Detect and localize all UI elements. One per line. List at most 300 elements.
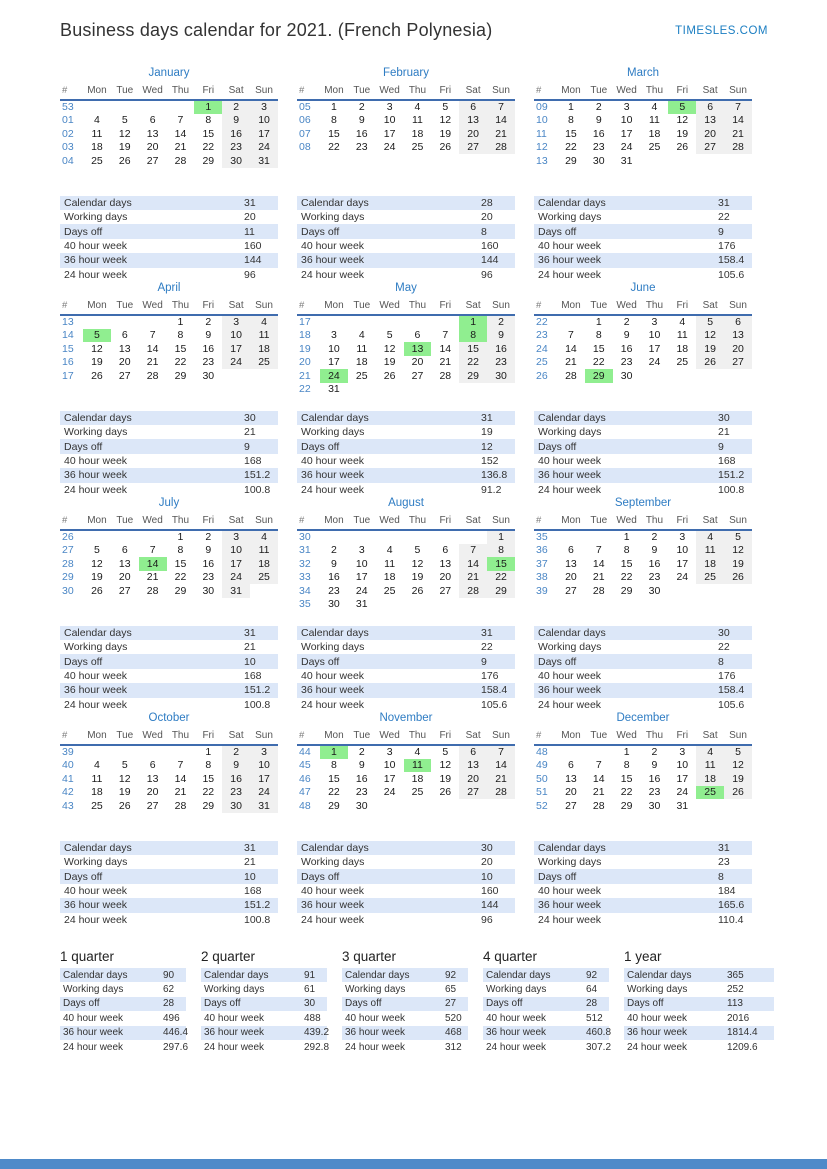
- stat-value: 9: [718, 225, 724, 238]
- stat-row: [483, 1026, 612, 1040]
- day-cell: 8: [331, 114, 337, 127]
- stat-value: 8: [718, 870, 724, 883]
- day-cell: 23: [355, 141, 368, 154]
- day-cell: 27: [439, 584, 452, 597]
- stat-row: [60, 982, 186, 996]
- stat-row: [60, 439, 278, 453]
- stat-row: [534, 196, 752, 210]
- day-cell: 18: [696, 772, 724, 786]
- stat-row: [534, 210, 752, 224]
- day-cell: 23: [202, 356, 215, 369]
- stat-row: [297, 898, 515, 912]
- day-cell: 29: [328, 799, 340, 812]
- week-row: [534, 745, 752, 759]
- day-cell: 26: [118, 799, 131, 812]
- week-number: 17: [62, 369, 74, 382]
- stat-row: [297, 884, 515, 898]
- month-name: May: [395, 282, 417, 294]
- stat-value: 21: [244, 641, 256, 654]
- week-number: 13: [62, 316, 74, 329]
- stat-row: [60, 268, 278, 282]
- stat-value: 11: [244, 225, 255, 238]
- day-cell: 10: [355, 557, 368, 570]
- stat-label: 36 hour week: [538, 899, 602, 912]
- stat-row: [60, 239, 278, 253]
- day-cell: 13: [439, 557, 452, 570]
- holiday-day-cell: 24: [320, 369, 348, 383]
- day-cell: 7: [595, 544, 602, 557]
- day-cell: 13: [118, 342, 131, 355]
- week-number: 34: [299, 584, 311, 597]
- day-cell: 13: [146, 772, 159, 785]
- day-cell: 7: [459, 544, 487, 558]
- day-header: Tue: [348, 729, 376, 745]
- empty-day-cell: [111, 315, 139, 329]
- day-cell: 5: [414, 544, 421, 557]
- month-name: June: [630, 282, 656, 294]
- stat-value: 96: [481, 913, 493, 926]
- day-cell: 26: [439, 141, 452, 154]
- day-cell: 24: [222, 356, 250, 370]
- day-cell: 22: [592, 356, 605, 369]
- month-name: July: [158, 497, 180, 509]
- day-header: Mon: [557, 84, 585, 100]
- empty-day-cell: [668, 369, 696, 383]
- day-cell: 28: [565, 369, 577, 382]
- day-cell: 3: [386, 101, 393, 114]
- calendar-table: [60, 514, 278, 598]
- day-cell: 5: [94, 544, 100, 557]
- day-cell: 29: [459, 369, 487, 383]
- stat-row: [60, 483, 278, 497]
- day-cell: 14: [439, 342, 452, 355]
- day-cell: 7: [724, 100, 752, 114]
- day-cell: 1: [331, 101, 337, 114]
- stat-label: 24 hour week: [486, 1041, 547, 1053]
- day-cell: 20: [439, 571, 452, 584]
- week-number: 35: [536, 531, 548, 544]
- week-number: 10: [536, 114, 548, 127]
- day-cell: 7: [149, 329, 156, 342]
- empty-day-cell: [139, 100, 167, 114]
- day-header: Tue: [111, 729, 139, 745]
- week-number: 50: [536, 772, 548, 785]
- stat-value: 160: [481, 240, 499, 253]
- day-cell: 27: [696, 141, 724, 155]
- stat-value: 61: [304, 984, 316, 996]
- week-number: 37: [536, 557, 548, 570]
- day-cell: 18: [91, 141, 103, 154]
- day-header: Mon: [557, 514, 585, 530]
- day-cell: 22: [487, 571, 515, 585]
- day-cell: 30: [487, 369, 515, 383]
- stat-row: [534, 669, 752, 683]
- week-row: [60, 557, 278, 571]
- week-number-header: #: [534, 299, 557, 315]
- stat-label: Days off: [486, 998, 523, 1010]
- day-cell: 22: [328, 141, 340, 154]
- stat-value: 252: [727, 984, 744, 996]
- day-cell: 5: [696, 315, 724, 329]
- day-cell: 21: [459, 571, 487, 585]
- day-cell: 31: [355, 598, 368, 611]
- empty-day-cell: [487, 383, 515, 397]
- stat-value: 100.8: [244, 913, 271, 926]
- stat-label: Working days: [64, 856, 128, 869]
- stat-value: 22: [718, 641, 730, 654]
- empty-day-cell: [250, 369, 278, 383]
- stat-row: [297, 239, 515, 253]
- week-number: 41: [62, 772, 74, 785]
- stat-row: [342, 1011, 468, 1025]
- stat-label: 36 hour week: [486, 1027, 547, 1039]
- day-header: Mon: [320, 299, 348, 315]
- day-cell: 6: [149, 114, 156, 127]
- stat-row: [624, 982, 774, 996]
- day-header: Tue: [111, 514, 139, 530]
- day-cell: 3: [358, 544, 365, 557]
- stat-value: 168: [244, 885, 262, 898]
- week-number: 38: [536, 571, 548, 584]
- stat-row: [60, 1011, 186, 1025]
- day-cell: 6: [696, 100, 724, 114]
- day-header: Tue: [348, 514, 376, 530]
- empty-day-cell: [376, 383, 404, 397]
- day-cell: 18: [91, 786, 103, 799]
- day-cell: 2: [595, 101, 602, 114]
- stat-label: Working days: [627, 984, 688, 996]
- day-cell: 2: [205, 531, 212, 544]
- stat-row: [624, 1026, 774, 1040]
- week-number: 19: [299, 342, 311, 355]
- day-cell: 26: [411, 584, 424, 597]
- day-cell: 27: [411, 369, 424, 382]
- month-calendar: [297, 67, 515, 282]
- day-cell: 9: [651, 544, 658, 557]
- day-cell: 25: [696, 571, 724, 585]
- day-cell: 31: [620, 154, 633, 167]
- stat-label: 36 hour week: [538, 684, 602, 697]
- day-cell: 1: [205, 746, 212, 759]
- summary-stats-table: [342, 968, 468, 1054]
- day-cell: 6: [459, 100, 487, 114]
- day-cell: 16: [592, 127, 605, 140]
- day-cell: 18: [696, 557, 724, 571]
- stat-row: [534, 841, 752, 855]
- stat-row: [201, 1040, 330, 1054]
- day-cell: 13: [459, 759, 487, 773]
- stat-row: [297, 640, 515, 654]
- empty-day-cell: [83, 745, 111, 759]
- day-cell: 30: [355, 799, 368, 812]
- stat-value: 31: [481, 411, 493, 424]
- month-name: September: [614, 497, 672, 509]
- calendar-table: [297, 514, 515, 611]
- calendar-table: [60, 299, 278, 383]
- day-header-row: [297, 299, 515, 315]
- day-cell: 9: [358, 114, 365, 127]
- stat-row: [60, 855, 278, 869]
- calendar-table: [60, 729, 278, 813]
- stat-value: 30: [481, 841, 493, 854]
- week-number: 40: [62, 759, 74, 772]
- stat-value: 1814.4: [727, 1027, 758, 1039]
- timesles-brand-link[interactable]: TIMESLES.COM: [675, 25, 768, 37]
- week-row: [60, 141, 278, 155]
- calendar-table: [534, 299, 752, 383]
- day-cell: 16: [202, 557, 215, 570]
- week-number-header: #: [297, 84, 320, 100]
- day-header: Sun: [250, 299, 278, 315]
- week-number-header: #: [297, 514, 320, 530]
- stat-value: 160: [481, 885, 499, 898]
- stat-label: 40 hour week: [301, 240, 365, 253]
- week-row: [60, 127, 278, 141]
- day-header: Fri: [194, 299, 222, 315]
- stat-value: 488: [304, 1012, 321, 1024]
- stat-label: Calendar days: [301, 626, 369, 639]
- day-cell: 22: [174, 571, 187, 584]
- empty-day-cell: [404, 530, 432, 544]
- day-cell: 15: [565, 127, 577, 140]
- day-header: Wed: [376, 299, 404, 315]
- stat-label: Days off: [64, 870, 103, 883]
- day-header: Mon: [557, 299, 585, 315]
- stat-value: 176: [718, 240, 736, 253]
- stat-row: [60, 1026, 189, 1040]
- week-number: 17: [299, 316, 311, 329]
- month-stats-table: [60, 626, 278, 712]
- stat-label: 36 hour week: [627, 1027, 688, 1039]
- day-cell: 6: [121, 329, 128, 342]
- stat-row: [342, 997, 468, 1011]
- day-cell: 10: [250, 114, 278, 128]
- day-cell: 29: [202, 154, 215, 167]
- week-row: [534, 114, 752, 128]
- empty-day-cell: [487, 598, 515, 612]
- stat-value: 144: [244, 254, 262, 267]
- day-cell: 8: [623, 759, 630, 772]
- holiday-day-cell: 8: [459, 329, 487, 343]
- day-header: Fri: [668, 84, 696, 100]
- week-row: [60, 315, 278, 329]
- month-stats-table: [60, 411, 278, 497]
- day-cell: 25: [355, 369, 368, 382]
- week-row: [60, 530, 278, 544]
- summary-title: 3 quarter: [342, 949, 397, 964]
- stat-row: [297, 268, 515, 282]
- day-cell: 27: [459, 786, 487, 800]
- month-calendar: [297, 282, 515, 497]
- stat-label: Calendar days: [627, 969, 692, 981]
- day-cell: 21: [146, 356, 159, 369]
- stat-value: 520: [445, 1012, 462, 1024]
- day-cell: 30: [202, 584, 215, 597]
- month-calendar: [297, 712, 515, 927]
- day-cell: 7: [487, 100, 515, 114]
- day-cell: 8: [568, 114, 574, 127]
- day-header: Wed: [139, 84, 167, 100]
- week-number: 47: [299, 786, 311, 799]
- stat-value: 307.2: [586, 1041, 612, 1053]
- stat-label: 24 hour week: [538, 268, 602, 281]
- week-row: [60, 759, 278, 773]
- stat-value: 468: [445, 1027, 462, 1039]
- day-cell: 7: [487, 745, 515, 759]
- stat-label: Days off: [301, 440, 340, 453]
- week-number: 18: [299, 329, 311, 342]
- day-header: Sun: [487, 84, 515, 100]
- day-cell: 28: [459, 584, 487, 598]
- day-cell: 29: [620, 799, 633, 812]
- day-cell: 22: [565, 141, 577, 154]
- day-cell: 4: [696, 745, 724, 759]
- stat-row: [534, 253, 752, 267]
- day-cell: 9: [331, 557, 337, 570]
- holiday-day-cell: 15: [487, 557, 515, 571]
- day-header: Sun: [487, 514, 515, 530]
- empty-day-cell: [111, 100, 139, 114]
- day-cell: 6: [568, 759, 574, 772]
- stat-label: 40 hour week: [64, 670, 128, 683]
- day-cell: 18: [250, 557, 278, 571]
- empty-day-cell: [459, 530, 487, 544]
- day-cell: 18: [411, 772, 424, 785]
- day-header: Tue: [585, 729, 613, 745]
- day-cell: 23: [222, 786, 250, 800]
- summaries-row: [0, 927, 827, 1054]
- day-cell: 16: [222, 127, 250, 141]
- stat-value: 365: [727, 969, 744, 981]
- empty-day-cell: [376, 799, 404, 813]
- day-cell: 27: [118, 584, 131, 597]
- empty-day-cell: [724, 154, 752, 168]
- stat-label: Working days: [301, 426, 365, 439]
- day-cell: 21: [592, 571, 605, 584]
- day-cell: 17: [676, 772, 689, 785]
- week-number: 14: [62, 329, 74, 342]
- day-cell: 28: [592, 584, 605, 597]
- day-cell: 19: [118, 141, 131, 154]
- day-cell: 3: [679, 531, 686, 544]
- page-header: [0, 0, 827, 41]
- week-number: 06: [299, 114, 311, 127]
- stat-row: [297, 841, 515, 855]
- day-cell: 27: [146, 799, 159, 812]
- empty-day-cell: [139, 530, 167, 544]
- stat-value: 20: [244, 211, 256, 224]
- week-number: 02: [62, 127, 74, 140]
- stat-label: Working days: [301, 856, 365, 869]
- day-cell: 17: [250, 127, 278, 141]
- day-header: Sat: [459, 729, 487, 745]
- stat-label: 36 hour week: [301, 684, 365, 697]
- day-cell: 12: [676, 114, 689, 127]
- day-cell: 20: [411, 356, 424, 369]
- day-header: Tue: [585, 514, 613, 530]
- stat-row: [60, 869, 278, 883]
- week-number: 12: [536, 141, 548, 154]
- summary-stats-table: [201, 968, 330, 1054]
- stat-label: 24 hour week: [64, 913, 128, 926]
- month-name: December: [616, 712, 670, 724]
- day-header: Sat: [696, 729, 724, 745]
- day-cell: 3: [331, 329, 337, 342]
- week-row: [297, 530, 515, 544]
- day-header: Wed: [613, 729, 641, 745]
- day-header: Fri: [431, 729, 459, 745]
- week-number: 32: [299, 557, 311, 570]
- stat-row: [297, 483, 515, 497]
- day-cell: 10: [222, 329, 250, 343]
- day-header-row: [60, 514, 278, 530]
- month-calendar: [534, 497, 752, 712]
- day-header: Wed: [376, 514, 404, 530]
- day-cell: 26: [676, 141, 689, 154]
- day-cell: 3: [222, 530, 250, 544]
- stat-label: Days off: [538, 655, 577, 668]
- day-cell: 29: [202, 799, 215, 812]
- week-number: 31: [299, 544, 311, 557]
- day-cell: 6: [149, 759, 156, 772]
- stat-value: 30: [304, 998, 316, 1010]
- week-row: [297, 315, 515, 329]
- day-cell: 17: [648, 342, 661, 355]
- day-cell: 27: [565, 799, 577, 812]
- week-number: 21: [299, 369, 311, 382]
- day-cell: 21: [487, 127, 515, 141]
- stat-label: Working days: [204, 984, 265, 996]
- stat-value: 10: [244, 655, 256, 668]
- empty-day-cell: [431, 315, 459, 329]
- day-cell: 25: [411, 141, 424, 154]
- stat-row: [534, 884, 752, 898]
- stat-row: [60, 669, 278, 683]
- day-header: Tue: [585, 299, 613, 315]
- day-cell: 26: [724, 571, 752, 585]
- stat-row: [624, 968, 774, 982]
- week-number: 43: [62, 799, 74, 812]
- day-cell: 9: [222, 759, 250, 773]
- day-header: Thu: [404, 84, 432, 100]
- stat-value: 151.2: [718, 469, 745, 482]
- day-cell: 19: [439, 127, 452, 140]
- week-number: 05: [299, 101, 311, 114]
- stat-value: 91: [304, 969, 316, 981]
- stat-value: 460.8: [586, 1027, 612, 1039]
- week-row: [297, 786, 515, 800]
- stat-value: 144: [481, 899, 499, 912]
- day-header-row: [534, 84, 752, 100]
- calendar-table: [534, 729, 752, 813]
- day-cell: 4: [358, 329, 365, 342]
- day-cell: 6: [459, 745, 487, 759]
- week-row: [60, 571, 278, 585]
- day-cell: 8: [595, 329, 602, 342]
- empty-day-cell: [139, 315, 167, 329]
- empty-day-cell: [724, 584, 752, 598]
- day-cell: 31: [328, 383, 340, 396]
- day-cell: 12: [724, 544, 752, 558]
- day-cell: 17: [676, 557, 689, 570]
- stat-row: [342, 1026, 468, 1040]
- day-cell: 22: [174, 356, 187, 369]
- week-row: [534, 584, 752, 598]
- week-row: [297, 584, 515, 598]
- day-cell: 3: [623, 101, 630, 114]
- day-cell: 17: [620, 127, 633, 140]
- day-header: Tue: [348, 84, 376, 100]
